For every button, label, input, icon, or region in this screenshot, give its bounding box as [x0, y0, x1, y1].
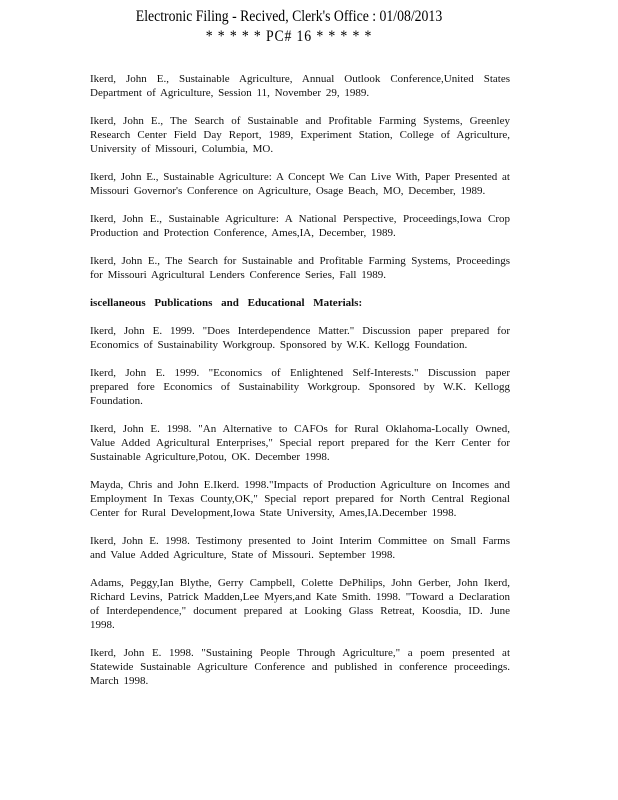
reference-entry: Ikerd, John E. 1998. "Sustaining People Through Agriculture," a poem presented at Statewide Sustainable Agriculture Conference and published in conference proceedings. March 1998. [90, 647, 510, 687]
reference-entry: Ikerd, John E. 1999. "Economics of Enlightened Self-Interests." Discussion paper prepared fore Economics of Sustainability Workgroup. Sponsored by W.K. Kellogg Foundation. [90, 367, 510, 407]
reference-entry: Adams, Peggy,Ian Blythe, Gerry Campbell, Colette DePhilips, John Gerber, John Ikerd, Richard Levins, Patrick Madden,Lee Myers,and Kate Smith. 1998. "Toward a Declaration of Interdependence," document prepared at Looking Glass Retreat, Koosdia, ID. June 1998. [90, 577, 510, 631]
section-heading: iscellaneous Publications and Educational Materials: [90, 297, 363, 309]
reference-entry: Ikerd, John E., Sustainable Agriculture: A National Perspective, Proceedings,Iowa Crop Production and Protection Conference, Ames,IA, December, 1989. [90, 213, 510, 239]
reference-entry: Ikerd, John E., The Search for Sustainable and Profitable Farming Systems, Proceedings for Missouri Agricultural Lenders Conference Series, Fall 1989. [90, 255, 510, 281]
reference-entry: Ikerd, John E., Sustainable Agriculture, Annual Outlook Conference,United States Department of Agriculture, Session 11, November 29, 1989. [90, 73, 510, 99]
reference-entry: Ikerd, John E. 1998. "An Alternative to CAFOs for Rural Oklahoma-Locally Owned, Value Added Agricultural Enterprises," Special report prepared for the Kerr Center for Sustainable Agriculture,Potou, OK. December 1998. [90, 423, 510, 463]
filing-stamp: Electronic Filing - Recived, Clerk's Office : 01/08/2013 [135, 8, 443, 25]
reference-entry: Mayda, Chris and John E.Ikerd. 1998."Impacts of Production Agriculture on Incomes and Employment In Texas County,OK," Special report prepared for North Central Regional Center for Rural Development,Iowa State University, Ames,IA.December 1998. [90, 479, 510, 519]
pc-number: * * * * * PC# 16 * * * * * [205, 28, 373, 45]
reference-entry: Ikerd, John E. 1998. Testimony presented to Joint Interim Committee on Small Farms and Value Added Agriculture, State of Missouri. September 1998. [90, 535, 510, 561]
reference-list [90, 72, 510, 702]
reference-entry: Ikerd, John E., Sustainable Agriculture: A Concept We Can Live With, Paper Presented at Missouri Governor's Conference on Agriculture, Osage Beach, MO, December, 1989. [90, 171, 510, 197]
reference-entry: Ikerd, John E. 1999. "Does Interdependence Matter." Discussion paper prepared for Economics of Sustainability Workgroup. Sponsored by W.K. Kellogg Foundation. [90, 325, 510, 351]
reference-entry: Ikerd, John E., The Search of Sustainable and Profitable Farming Systems, Greenley Research Center Field Day Report, 1989, Experiment Station, College of Agriculture, University of Missouri, Columbia, MO. [90, 115, 510, 155]
